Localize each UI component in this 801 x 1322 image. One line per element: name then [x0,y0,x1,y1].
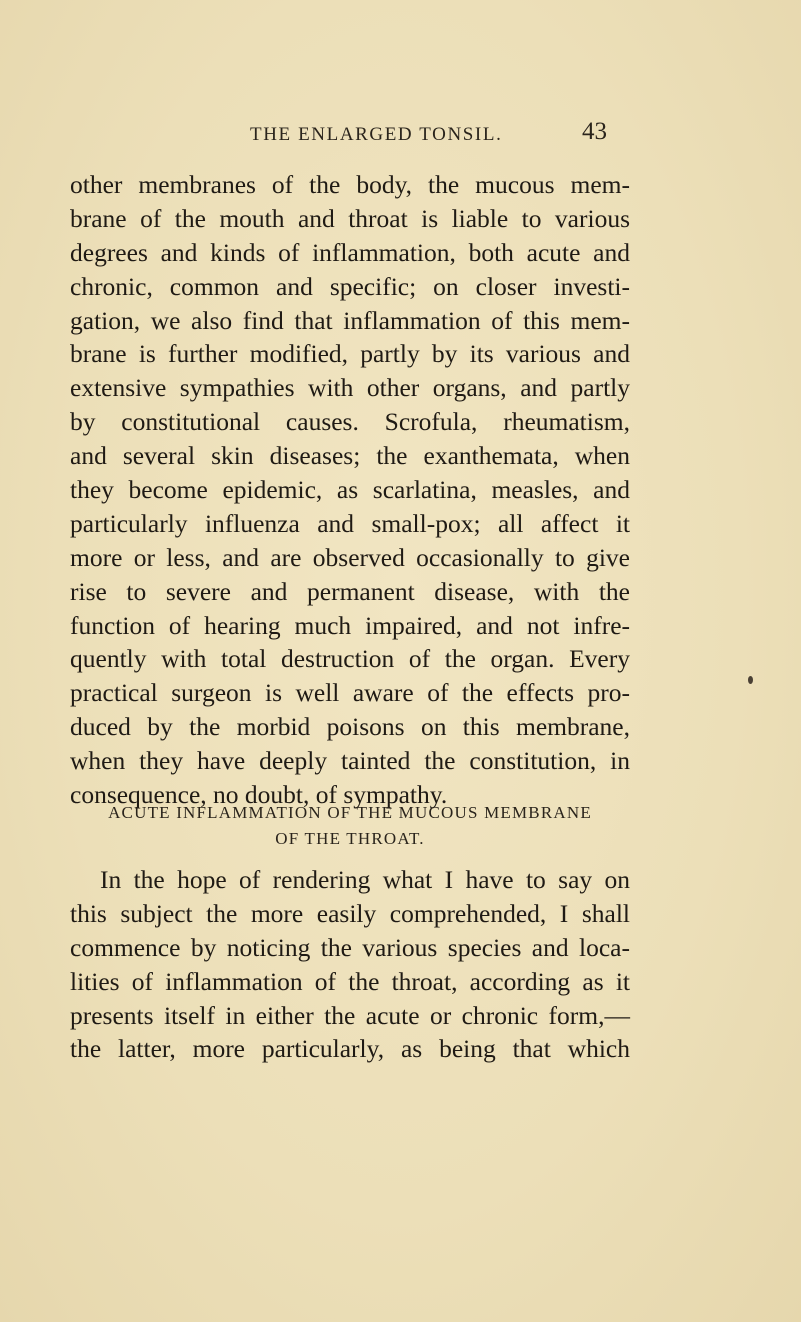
text-line: function of hearing much impaired, and not infre- [70,610,630,640]
text-line: duced by the morbid poisons on this membrane, [70,712,630,742]
text-line: brane is further modified, partly by its various and [70,339,630,369]
text-line: by constitutional causes. Scrofula, rheumatism, [70,407,630,437]
text-line: more or less, and are observed occasionally to give [70,542,630,572]
running-head [0,118,801,148]
paper-speck [748,676,753,684]
text-line: lities of inflammation of the throat, according as it [70,966,630,996]
text-line: when they have deeply tainted the constitution, in [70,746,630,776]
text-line: gation, we also find that inflammation of this mem- [70,305,630,335]
text-line: In the hope of rendering what I have to say on [100,865,630,894]
paragraph-1 [70,168,630,812]
section-heading-line: OF THE THROAT. [275,829,425,848]
text-line: they become epidemic, as scarlatina, measles, and [70,475,630,505]
text-line: extensive sympathies with other organs, and partly [70,373,630,403]
text-line: other membranes of the body, the mucous mem- [70,170,630,199]
text-line: practical surgeon is well aware of the effects pro- [70,678,630,708]
page-number: 43 [582,118,607,145]
section-heading [70,800,630,852]
paragraph-2 [70,863,630,1066]
text-line: and several skin diseases; the exanthemata, when [70,441,630,471]
text-line: consequence, no doubt, of sympathy. [70,780,448,810]
running-title: THE ENLARGED TONSIL. [250,124,503,145]
text-line: quently with total destruction of the organ. Every [70,644,630,674]
text-line: rise to severe and permanent disease, with the [70,576,630,606]
text-line: degrees and kinds of inflammation, both acute and [70,237,630,267]
text-line: particularly influenza and small-pox; all affect it [70,508,630,538]
text-line: presents itself in either the acute or chronic form,— [70,1000,630,1030]
section-heading-line: ACUTE INFLAMMATION OF THE MUCOUS MEMBRANE [108,803,592,822]
text-line: chronic, common and specific; on closer investi- [70,271,630,301]
text-line: this subject the more easily comprehended, I shall [70,898,630,928]
text-line: brane of the mouth and throat is liable to various [70,203,630,233]
text-line: commence by noticing the various species and loca- [70,932,630,962]
text-line: the latter, more particularly, as being that which [70,1034,630,1064]
